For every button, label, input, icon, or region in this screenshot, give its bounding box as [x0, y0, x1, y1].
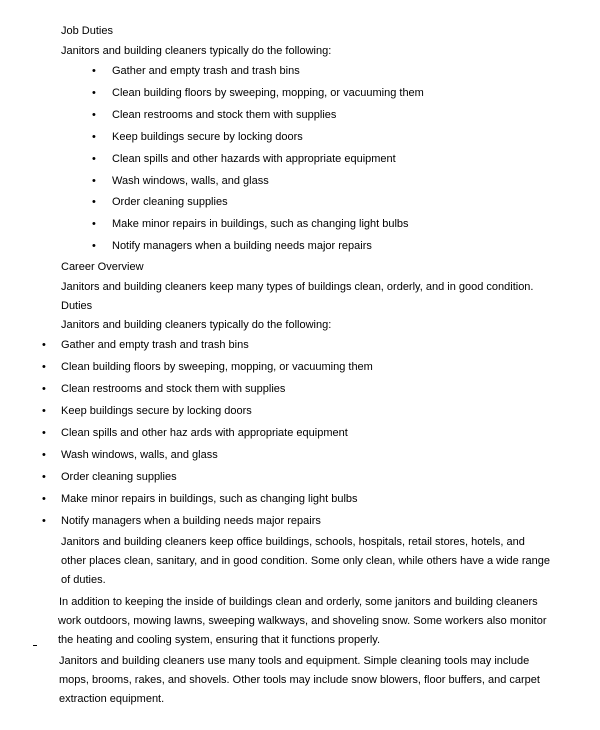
margin-mark — [33, 645, 37, 646]
bullet-marker: • — [92, 218, 96, 230]
bullet-marker: • — [92, 196, 96, 208]
bullet-marker: • — [92, 87, 96, 99]
bullet-marker: • — [42, 493, 46, 505]
list-item: Keep buildings secure by locking doors — [61, 405, 252, 417]
bullet-marker: • — [42, 339, 46, 351]
list-item: Clean building floors by sweeping, mopping, or vacuuming them — [61, 361, 373, 373]
paragraph-tools — [59, 652, 540, 709]
list-item: Gather and empty trash and trash bins — [112, 65, 300, 77]
bullet-marker: • — [42, 427, 46, 439]
paragraph-line: the heating and cooling system, ensuring that it functions properly. — [58, 634, 381, 646]
paragraph-overview — [61, 533, 550, 590]
list-item: Gather and empty trash and trash bins — [61, 339, 249, 351]
list-item: Make minor repairs in buildings, such as changing light bulbs — [112, 218, 409, 230]
list-item: Notify managers when a building needs major repairs — [61, 515, 321, 527]
paragraph-line: Janitors and building cleaners keep office buildings, schools, hospitals, retail stores, hotels, and — [61, 536, 525, 548]
list-item: Make minor repairs in buildings, such as changing light bulbs — [61, 493, 358, 505]
section-intro: Janitors and building cleaners typically do the following: — [61, 319, 332, 331]
bullet-marker: • — [42, 449, 46, 461]
list-item: Clean spills and other haz ards with appropriate equipment — [61, 427, 348, 439]
list-item: Clean building floors by sweeping, mopping, or vacuuming them — [112, 87, 424, 99]
section-intro: Janitors and building cleaners typically do the following: — [61, 45, 332, 57]
bullet-marker: • — [92, 131, 96, 143]
list-item: Order cleaning supplies — [112, 196, 228, 208]
list-item: Clean restrooms and stock them with supplies — [61, 383, 286, 395]
paragraph-line: mops, brooms, rakes, and shovels. Other tools may include snow blowers, floor buffers, and carpet — [59, 674, 540, 686]
bullet-marker: • — [92, 240, 96, 252]
paragraph-line: work outdoors, mowing lawns, sweeping walkways, and shoveling snow. Some workers also monitor — [58, 615, 547, 627]
bullet-marker: • — [42, 405, 46, 417]
list-item: Clean spills and other hazards with appropriate equipment — [112, 153, 396, 165]
paragraph-line: of duties. — [61, 574, 106, 586]
bullet-marker: • — [92, 65, 96, 77]
bullet-marker: • — [92, 109, 96, 121]
bullet-marker: • — [92, 175, 96, 187]
list-item: Notify managers when a building needs major repairs — [112, 240, 372, 252]
list-item: Order cleaning supplies — [61, 471, 177, 483]
section-heading-career-overview: Career Overview — [61, 261, 144, 273]
section-heading-job-duties: Job Duties — [61, 25, 113, 37]
bullet-marker: • — [42, 515, 46, 527]
career-overview-text: Janitors and building cleaners keep many types of buildings clean, orderly, and in good condition. — [61, 281, 534, 293]
bullet-marker: • — [42, 383, 46, 395]
bullet-marker: • — [92, 153, 96, 165]
paragraph-line: In addition to keeping the inside of buildings clean and orderly, some janitors and building cleaners — [59, 596, 538, 608]
paragraph-line: Janitors and building cleaners use many tools and equipment. Simple cleaning tools may include — [59, 655, 530, 667]
paragraph-outdoor-work — [59, 593, 547, 650]
paragraph-line: extraction equipment. — [59, 693, 165, 705]
list-item: Wash windows, walls, and glass — [112, 175, 269, 187]
section-heading-duties: Duties — [61, 300, 93, 312]
list-item: Keep buildings secure by locking doors — [112, 131, 303, 143]
list-item: Wash windows, walls, and glass — [61, 449, 218, 461]
bullet-marker: • — [42, 471, 46, 483]
bullet-marker: • — [42, 361, 46, 373]
list-item: Clean restrooms and stock them with supplies — [112, 109, 337, 121]
paragraph-line: other places clean, sanitary, and in good condition. Some only clean, while others have a wide range — [61, 555, 550, 567]
